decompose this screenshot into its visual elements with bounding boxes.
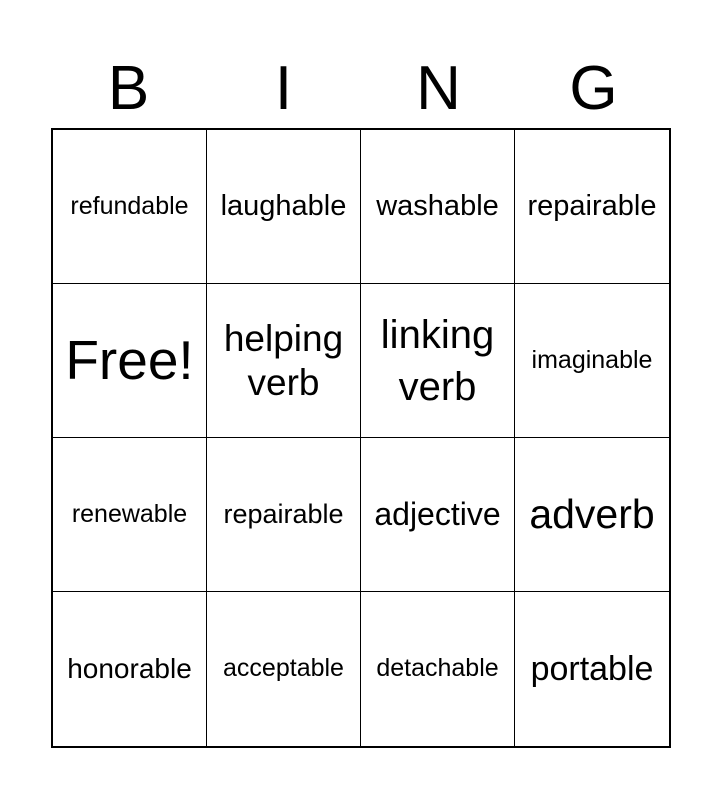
bingo-cell[interactable]: helping verb xyxy=(207,284,361,438)
bingo-cell[interactable]: laughable xyxy=(207,130,361,284)
bingo-cell[interactable]: renewable xyxy=(53,438,207,592)
bingo-cell[interactable]: repairable xyxy=(207,438,361,592)
bingo-cell[interactable]: washable xyxy=(361,130,515,284)
header-letter-b: B xyxy=(107,54,150,123)
bingo-cell[interactable]: adverb xyxy=(515,438,669,592)
bingo-cell[interactable]: acceptable xyxy=(207,592,361,746)
bingo-cell[interactable]: imaginable xyxy=(515,284,669,438)
bingo-board xyxy=(51,128,671,748)
header-letter-i: I xyxy=(274,54,293,123)
header-letter-n: N xyxy=(416,54,461,123)
bingo-header xyxy=(51,50,671,128)
bingo-cell[interactable]: repairable xyxy=(515,130,669,284)
free-space-cell[interactable]: Free! xyxy=(53,284,207,438)
bingo-cell[interactable]: adjective xyxy=(361,438,515,592)
bingo-cell[interactable]: portable xyxy=(530,649,654,688)
bingo-cell[interactable]: detachable xyxy=(361,592,515,746)
bingo-cell[interactable]: refundable xyxy=(53,130,207,284)
header-letter-g: G xyxy=(569,54,618,123)
bingo-cell[interactable]: linking verb xyxy=(361,284,515,438)
bingo-cell[interactable]: honorable xyxy=(53,592,207,746)
